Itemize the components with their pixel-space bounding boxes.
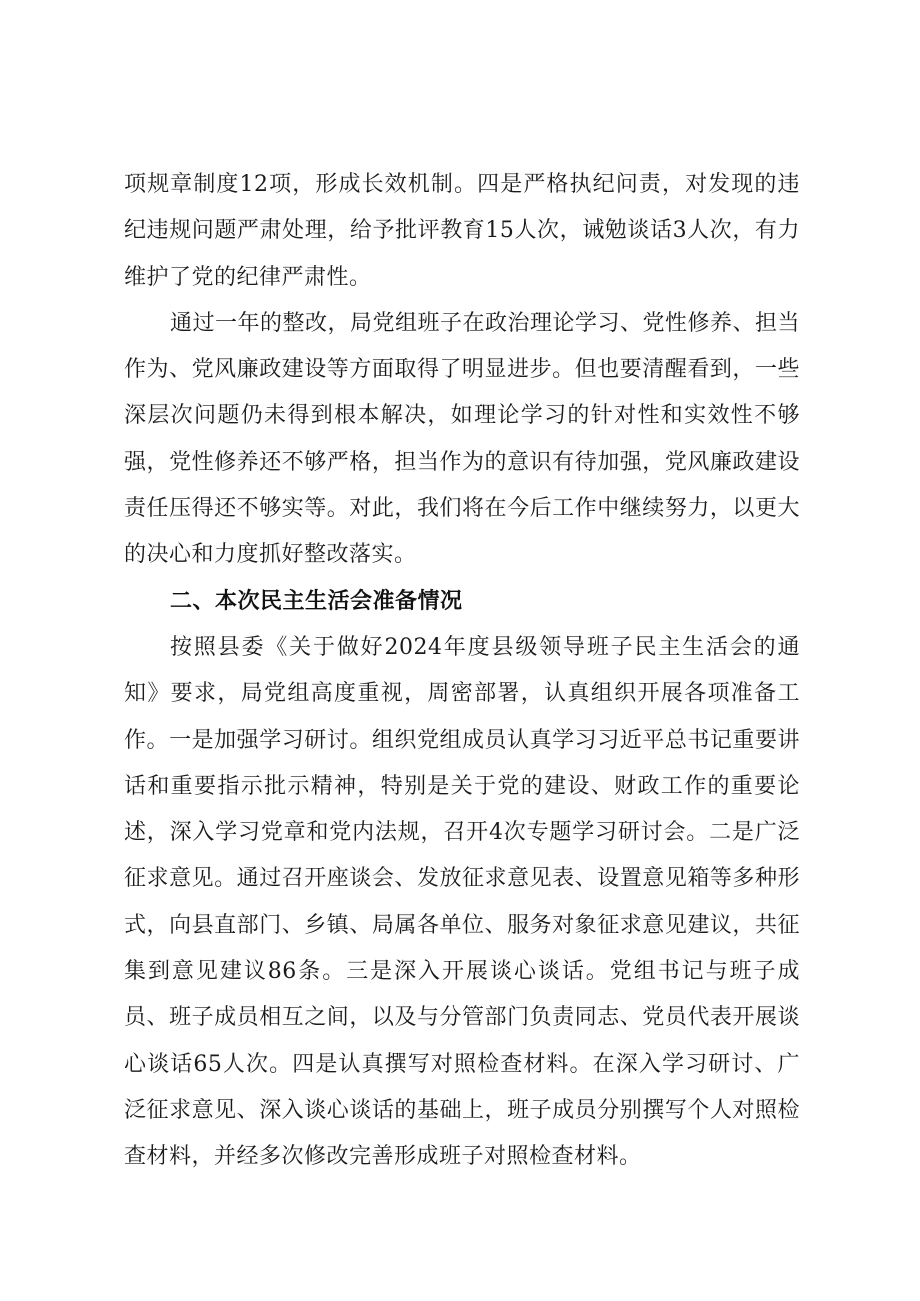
paragraph-continuation: 项规章制度12项，形成长效机制。四是严格执纪问责，对发现的违纪违规问题严肃处理，给予批评教育15人次，诫勉谈话3人次，有力维护了党的纪律严肃性。 (124, 172, 800, 290)
paragraph-preparation: 按照县委《关于做好2024年度县级领导班子民主生活会的通知》要求，局党组高度重视，周密部署，认真组织开展各项准备工作。一是加强学习研讨。组织党组成员认真学习习近平总书记重要讲话和重要指示批示精神，特别是关于党的建设、财政工作的重要论述，深入学习党章和党内法规，召开4次专题学习研讨会。二是广泛征求意见。通过召开座谈会、发放征求意见表、设置意见箱等多种形式，向县直部门、乡镇、局属各单位、服务对象征求意见建议，共征集到意见建议86条。三是深入开展谈心谈话。党组书记与班子成员、班子成员相互之间，以及与分管部门负责同志、党员代表开展谈心谈话65人次。四是认真撰写对照检查材料。在深入学习研讨、广泛征求意见、深入谈心谈话的基础上，班子成员分别撰写个人对照检查材料，并经多次修改完善形成班子对照检查材料。 (124, 634, 800, 1170)
section-heading: 二、本次民主生活会准备情况 (170, 588, 463, 614)
paragraph-rectification-summary: 通过一年的整改，局党组班子在政治理论学习、党性修养、担当作为、党风廉政建设等方面取得了明显进步。但也要清醒看到，一些深层次问题仍未得到根本解决，如理论学习的针对性和实效性不够强，党性修养还不够严格，担当作为的意识有待加强，党风廉政建设责任压得还不够实等。对此，我们将在今后工作中继续努力，以更大的决心和力度抓好整改落实。 (124, 310, 801, 568)
document-body (124, 162, 800, 1181)
